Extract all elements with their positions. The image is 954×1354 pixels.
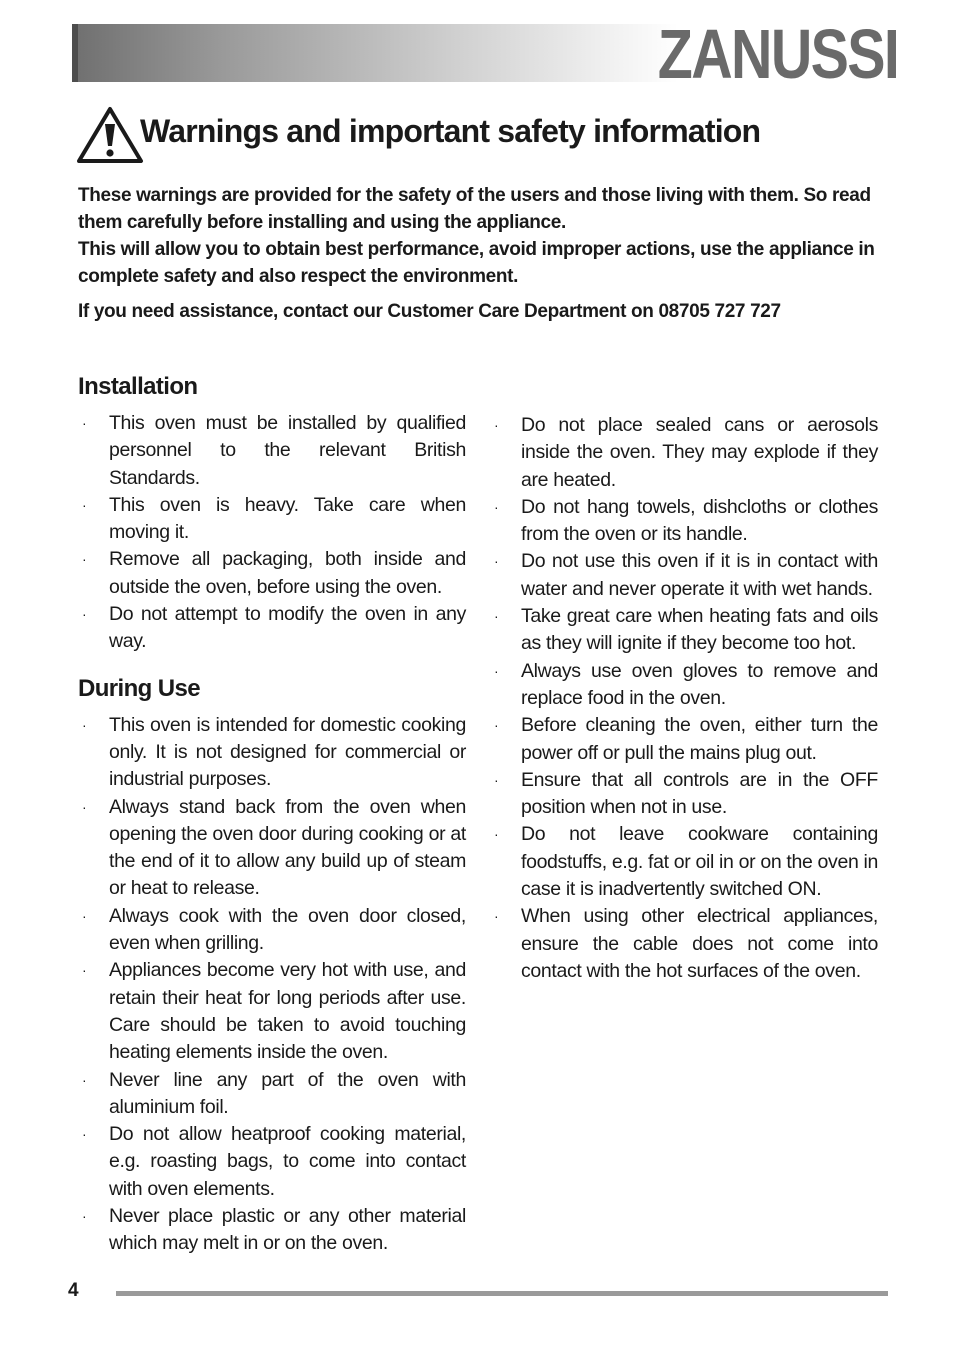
bullet-icon: ·	[494, 498, 499, 515]
bullet-icon: ·	[82, 496, 87, 513]
installation-heading: Installation	[78, 373, 198, 400]
bullet-icon: ·	[82, 798, 87, 815]
list-item: · Always cook with the oven door closed, even when grilling.	[82, 904, 466, 955]
list-item: · Do not allow heatproof cooking material, e.g. roasting bags, to come into contact with oven elements.	[82, 1123, 466, 1200]
bullet-icon: ·	[82, 1071, 87, 1088]
safety-list	[490, 412, 878, 985]
list-item: · Ensure that all controls are in the OFF position when not in use.	[494, 768, 878, 819]
list-item: · Never line any part of the oven with aluminium foil.	[82, 1068, 466, 1118]
bullet-icon: ·	[494, 771, 499, 788]
brand-logo: ZANUSSI	[657, 15, 898, 93]
bullet-icon: ·	[494, 908, 499, 925]
bullet-icon: ·	[82, 1126, 87, 1143]
page-title: Warnings and important safety information	[140, 113, 761, 149]
bullet-icon: ·	[82, 1208, 87, 1225]
list-item: · This oven is intended for domestic cooking only. It is not designed for commercial or industrial purposes.	[82, 713, 466, 791]
bullet-icon: ·	[494, 553, 499, 570]
list-item: · Do not use this oven if it is in contact with water and never operate it with wet hands.	[494, 550, 878, 600]
list-item: · This oven must be installed by qualified personnel to the relevant British Standards.	[82, 412, 466, 489]
list-item: · Before cleaning the oven, either turn the power off or pull the mains plug out.	[494, 714, 878, 764]
bullet-icon: ·	[494, 417, 499, 433]
header-banner-edge	[72, 24, 78, 82]
bullet-icon: ·	[82, 415, 87, 431]
right-column	[490, 412, 878, 985]
list-item: · Do not hang towels, dishcloths or clothes from the oven or its handle.	[494, 495, 878, 546]
list-item: · Always use oven gloves to remove and replace food in the oven.	[494, 659, 878, 709]
bullet-icon: ·	[494, 608, 499, 625]
list-item: · Never place plastic or any other material which may melt in or on the oven.	[82, 1205, 466, 1255]
list-item: · Do not place sealed cans or aerosols inside the oven. They may explode if they are heated.	[494, 414, 878, 491]
list-item: · Appliances become very hot with use, and retain their heat for long periods after use. Care should be taken to avoid touching heating elements inside the oven.	[82, 959, 466, 1064]
page-number: 4	[68, 1280, 79, 1301]
intro-block	[78, 182, 878, 325]
bullet-icon: ·	[82, 606, 87, 623]
list-item: · Do not leave cookware containing foodstuffs, e.g. fat or oil in or on the oven in case it is inadvertently switched ON.	[494, 823, 878, 901]
installation-list	[78, 410, 466, 656]
intro-paragraph: This will allow you to obtain best performance, avoid improper actions, use the appliance in complete safety and also respect the environment.	[78, 239, 875, 287]
intro-paragraph: These warnings are provided for the safety of the users and those living with them. So read them carefully before installing and using the appliance.	[78, 185, 871, 233]
bullet-icon: ·	[494, 717, 499, 734]
header-banner	[72, 24, 678, 82]
bullet-icon: ·	[494, 826, 499, 843]
bullet-icon: ·	[82, 907, 87, 924]
footer-rule	[116, 1291, 888, 1296]
bullet-icon: ·	[82, 962, 87, 979]
list-item: · Always stand back from the oven when opening the oven door during cooking or at the end of it to allow any build up of steam or heat to release.	[82, 795, 466, 900]
list-item: · Take great care when heating fats and oils as they will ignite if they become too hot.	[494, 605, 878, 655]
list-item: · When using other electrical appliances, ensure the cable does not come into contact with the hot surfaces of the oven.	[494, 905, 878, 982]
during-use-heading: During Use	[78, 674, 201, 702]
bullet-icon: ·	[82, 716, 87, 733]
warning-triangle-icon	[76, 106, 144, 164]
list-item: · Do not attempt to modify the oven in any way.	[82, 603, 466, 653]
bullet-icon: ·	[82, 551, 87, 568]
bullet-icon: ·	[494, 662, 499, 679]
during-use-list	[78, 712, 466, 1258]
list-item: · Remove all packaging, both inside and outside the oven, before using the oven.	[82, 548, 466, 598]
left-column	[78, 370, 466, 1258]
list-item: · This oven is heavy. Take care when moving it.	[82, 493, 466, 544]
assistance-text: If you need assistance, contact our Customer Care Department on 08705 727 727	[78, 301, 781, 322]
